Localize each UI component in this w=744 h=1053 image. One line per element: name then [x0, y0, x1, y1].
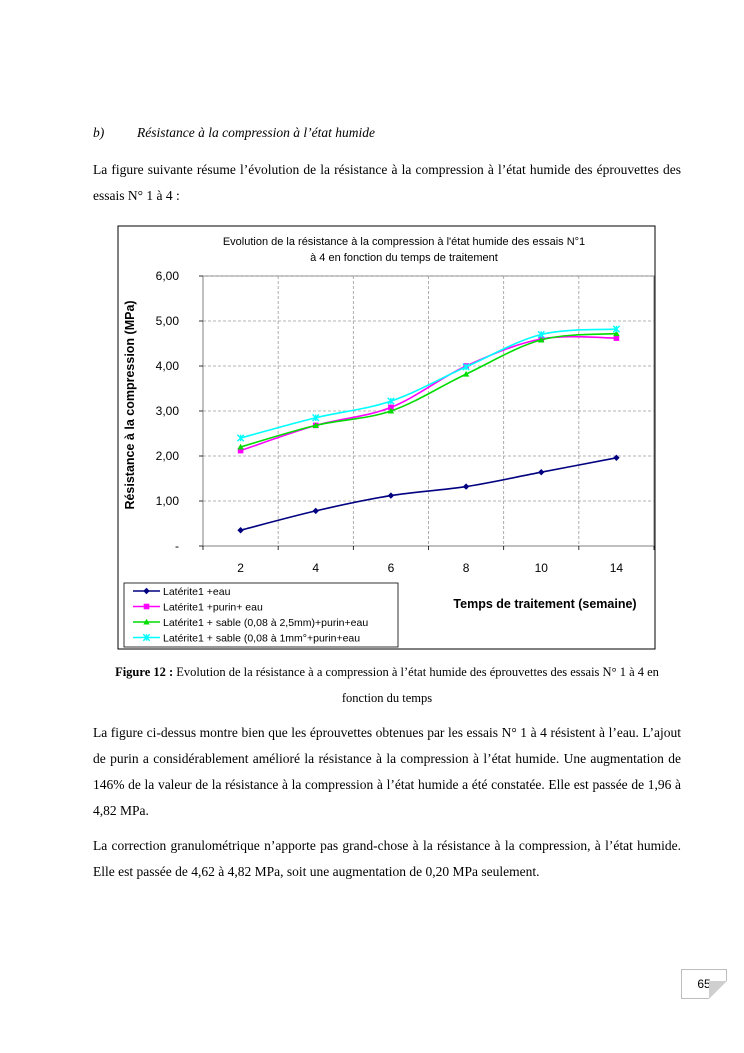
x-tick-label: 2: [237, 561, 244, 575]
figure-caption: [93, 659, 681, 711]
legend-label: Latérite1 +eau: [163, 586, 231, 598]
x-tick-label: 8: [462, 561, 470, 575]
x-tick-label: 14: [609, 561, 624, 575]
x-axis-label: Temps de traitement (semaine): [453, 597, 637, 611]
page-number-box: [681, 969, 727, 999]
section-title: Résistance à la compression à l’état humide: [137, 125, 375, 140]
legend-label: Latérite1 +purin+ eau: [163, 601, 263, 614]
y-tick-label: 5,00: [155, 314, 179, 328]
paragraph-3: La correction granulométrique n’apporte pas grand-chose à la résistance à la compression, à l’état humide. Elle est passée de 4,62 à 4,82 MPa, soit une augmentation de 0,20 MPa seulement.: [93, 838, 681, 879]
y-tick-label: -: [175, 539, 179, 553]
y-tick-label: 3,00: [155, 404, 179, 418]
x-tick-label: 10: [534, 561, 548, 575]
legend-marker: [144, 604, 150, 610]
y-tick-label: 6,00: [155, 269, 179, 283]
caption-label: Figure 12 :: [115, 665, 174, 679]
page-number: 65: [697, 977, 711, 991]
y-tick-label: 1,00: [155, 494, 179, 508]
page-fold-icon: [709, 981, 727, 999]
paragraph-2: La figure ci-dessus montre bien que les éprouvettes obtenues par les essais N° 1 à 4 résistent à l’eau. L’ajout de purin a considérablement amélioré la résistance à la compression à l’état humide. Une augmentation de 146% de la valeur de la résistance à la compression à l’état humide a été constatée. Elle est passée de 1,96 à 4,82 MPa.: [93, 725, 681, 818]
caption-text: Evolution de la résistance à a compression à l’état humide des éprouvettes des essais N° 1 à 4 en fonction du temps: [176, 665, 659, 705]
section-number: b): [93, 125, 105, 140]
legend-entry-3: [133, 617, 368, 629]
intro-paragraph: La figure suivante résume l’évolution de la résistance à la compression à l’état humide des éprouvettes des essais N° 1 à 4 :: [93, 162, 681, 203]
legend-entry-4: [133, 633, 360, 645]
x-tick-label: 4: [312, 561, 320, 575]
legend-label: Latérite1 + sable (0,08 à 2,5mm)+purin+eau: [163, 617, 369, 629]
y-axis-label: Résistance à la compression (MPa): [123, 300, 137, 510]
y-tick-label: 4,00: [155, 359, 179, 373]
chart-title-line2: à 4 en fonction du temps de traitement: [310, 252, 498, 264]
x-tick-label: 6: [387, 561, 395, 575]
legend-label: Latérite1 + sable (0,08 à 1mm°+purin+eau: [163, 632, 361, 645]
y-tick-label: 2,00: [155, 449, 179, 463]
chart-title-line1: Evolution de la résistance à la compression à l'état humide des essais N°1: [222, 236, 586, 248]
